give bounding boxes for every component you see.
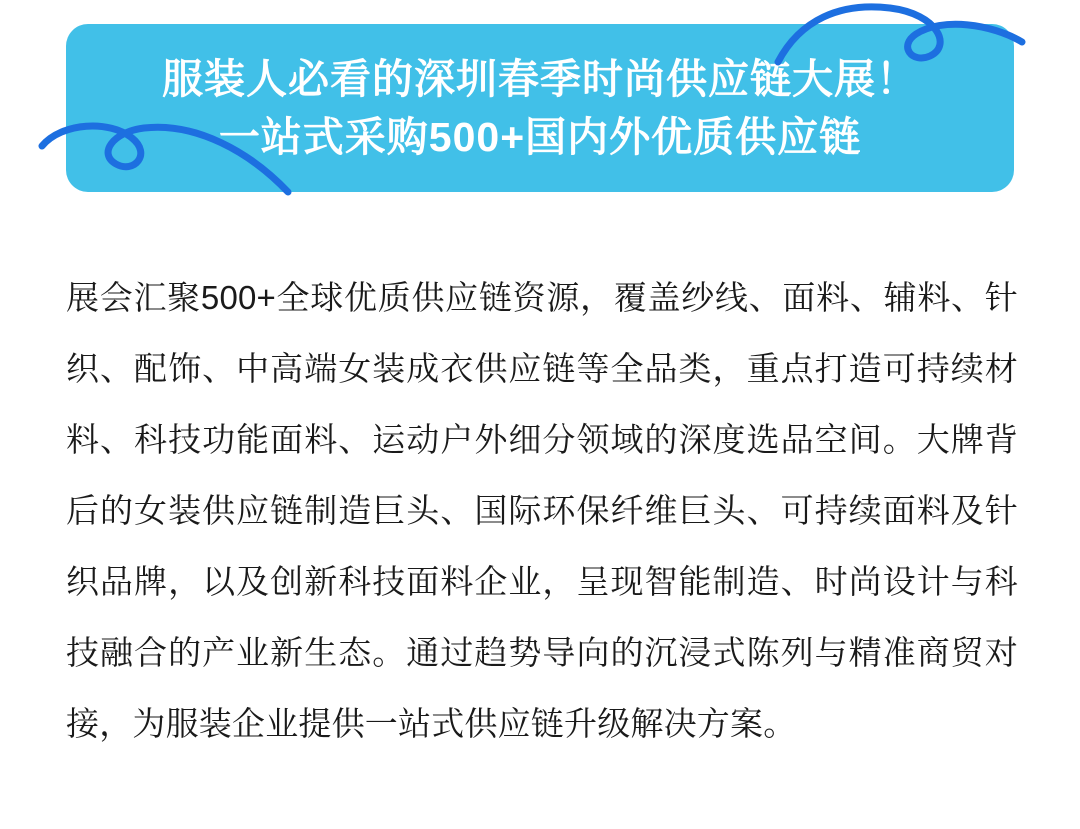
banner-title-line-2: 一站式采购500+国内外优质供应链 — [218, 114, 862, 160]
banner-background — [66, 24, 1014, 192]
banner-title-line-1: 服装人必看的深圳春季时尚供应链大展！ — [162, 55, 918, 102]
banner-title — [66, 24, 1014, 192]
banner-section — [0, 0, 1080, 215]
body-content — [66, 262, 1018, 759]
body-paragraph: 展会汇聚500+全球优质供应链资源，覆盖纱线、面料、辅料、针织、配饰、中高端女装成衣供应链等全品类，重点打造可持续材料、科技功能面料、运动户外细分领域的深度选品空间。大牌背后的女装供应链制造巨头、国际环保纤维巨头、可持续面料及针织品牌，以及创新科技面料企业，呈现智能制造、时尚设计与科技融合的产业新生态。通过趋势导向的沉浸式陈列与精准商贸对接，为服装企业提供一站式供应链升级解决方案。 — [66, 279, 1018, 742]
